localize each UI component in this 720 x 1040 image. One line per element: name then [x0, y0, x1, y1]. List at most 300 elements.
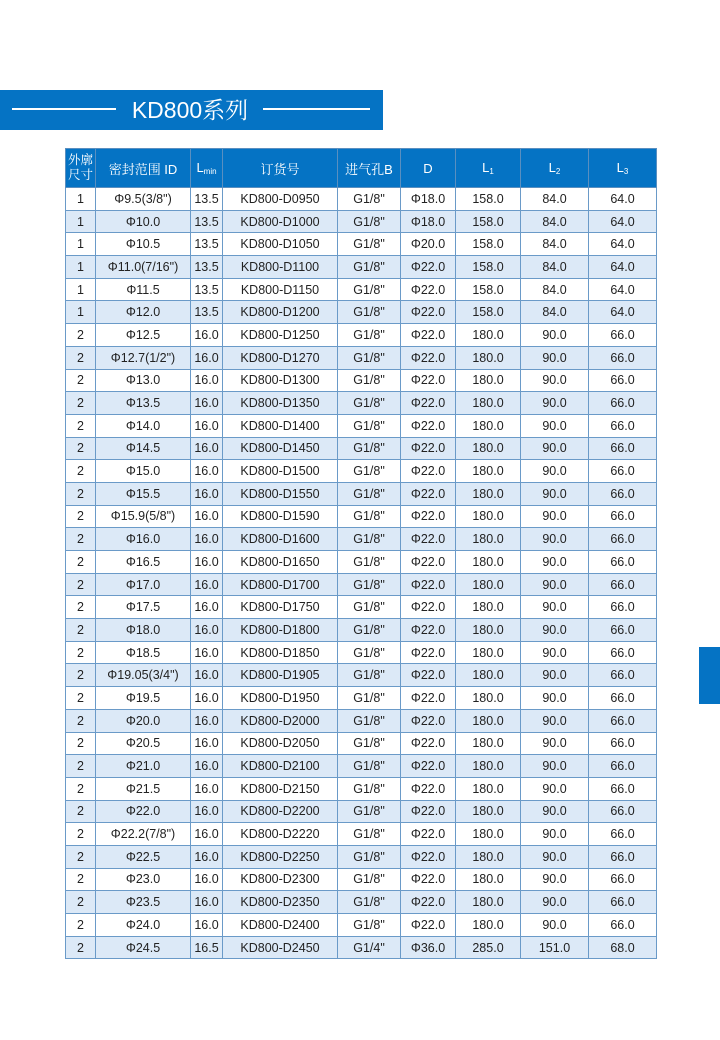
cell-seal-id: Φ13.5: [96, 392, 191, 415]
table-row: [66, 573, 657, 596]
cell-l1: 180.0: [456, 891, 521, 914]
cell-l3: 66.0: [589, 619, 657, 642]
cell-size: 2: [66, 755, 96, 778]
cell-l1: 158.0: [456, 188, 521, 211]
cell-order-no: KD800-D2400: [223, 914, 338, 937]
cell-seal-id: Φ21.0: [96, 755, 191, 778]
col-header-lmin-sub: min: [203, 167, 217, 176]
cell-order-no: KD800-D1150: [223, 278, 338, 301]
cell-seal-id: Φ18.0: [96, 619, 191, 642]
cell-l1: 180.0: [456, 823, 521, 846]
table-row: [66, 823, 657, 846]
cell-inlet: G1/8": [338, 573, 401, 596]
cell-inlet: G1/8": [338, 823, 401, 846]
table-row: [66, 505, 657, 528]
cell-l3: 66.0: [589, 664, 657, 687]
cell-l2: 90.0: [521, 482, 589, 505]
cell-inlet: G1/8": [338, 301, 401, 324]
col-header-order-no: 订货号: [223, 149, 338, 188]
col-header-lmin-main: L: [196, 160, 204, 175]
cell-order-no: KD800-D1270: [223, 346, 338, 369]
cell-l3: 66.0: [589, 414, 657, 437]
cell-d: Φ22.0: [401, 256, 456, 279]
cell-order-no: KD800-D1100: [223, 256, 338, 279]
cell-size: 2: [66, 845, 96, 868]
cell-l3: 66.0: [589, 505, 657, 528]
cell-l3: 66.0: [589, 687, 657, 710]
cell-l3: 64.0: [589, 210, 657, 233]
cell-l1: 180.0: [456, 437, 521, 460]
cell-size: 2: [66, 619, 96, 642]
cell-l3: 66.0: [589, 460, 657, 483]
cell-d: Φ22.0: [401, 301, 456, 324]
cell-l1: 180.0: [456, 687, 521, 710]
cell-l2: 90.0: [521, 800, 589, 823]
cell-inlet: G1/8": [338, 664, 401, 687]
cell-inlet: G1/8": [338, 800, 401, 823]
cell-lmin: 16.0: [191, 505, 223, 528]
cell-inlet: G1/8": [338, 777, 401, 800]
cell-l2: 90.0: [521, 414, 589, 437]
cell-inlet: G1/8": [338, 891, 401, 914]
table-row: [66, 233, 657, 256]
cell-lmin: 16.0: [191, 732, 223, 755]
cell-lmin: 16.0: [191, 346, 223, 369]
cell-d: Φ22.0: [401, 414, 456, 437]
cell-l2: 90.0: [521, 324, 589, 347]
cell-order-no: KD800-D1350: [223, 392, 338, 415]
table-row: [66, 392, 657, 415]
cell-order-no: KD800-D0950: [223, 188, 338, 211]
cell-order-no: KD800-D1300: [223, 369, 338, 392]
cell-l3: 66.0: [589, 755, 657, 778]
cell-size: 1: [66, 301, 96, 324]
cell-seal-id: Φ24.5: [96, 936, 191, 959]
cell-inlet: G1/8": [338, 392, 401, 415]
cell-lmin: 16.0: [191, 551, 223, 574]
cell-order-no: KD800-D1400: [223, 414, 338, 437]
cell-l2: 90.0: [521, 369, 589, 392]
cell-d: Φ22.0: [401, 528, 456, 551]
table-row: [66, 414, 657, 437]
cell-l3: 66.0: [589, 551, 657, 574]
cell-order-no: KD800-D1600: [223, 528, 338, 551]
cell-l1: 180.0: [456, 914, 521, 937]
cell-l3: 66.0: [589, 392, 657, 415]
cell-l2: 90.0: [521, 392, 589, 415]
cell-seal-id: Φ17.0: [96, 573, 191, 596]
col-header-l2: [521, 149, 589, 188]
cell-inlet: G1/8": [338, 551, 401, 574]
cell-inlet: G1/8": [338, 460, 401, 483]
cell-l1: 180.0: [456, 664, 521, 687]
cell-seal-id: Φ22.5: [96, 845, 191, 868]
cell-inlet: G1/8": [338, 596, 401, 619]
cell-d: Φ36.0: [401, 936, 456, 959]
cell-lmin: 13.5: [191, 301, 223, 324]
cell-l3: 66.0: [589, 868, 657, 891]
side-tab-marker: [699, 647, 720, 704]
cell-lmin: 16.0: [191, 641, 223, 664]
cell-seal-id: Φ24.0: [96, 914, 191, 937]
cell-l1: 180.0: [456, 709, 521, 732]
cell-l3: 66.0: [589, 573, 657, 596]
cell-d: Φ22.0: [401, 278, 456, 301]
cell-order-no: KD800-D1850: [223, 641, 338, 664]
cell-l3: 66.0: [589, 777, 657, 800]
cell-d: Φ22.0: [401, 505, 456, 528]
cell-inlet: G1/8": [338, 324, 401, 347]
col-header-l2-sub: 2: [555, 167, 561, 176]
cell-order-no: KD800-D2100: [223, 755, 338, 778]
cell-l3: 64.0: [589, 301, 657, 324]
col-header-inlet: 进气孔B: [338, 149, 401, 188]
cell-size: 2: [66, 823, 96, 846]
table-row: [66, 800, 657, 823]
cell-l1: 180.0: [456, 551, 521, 574]
cell-order-no: KD800-D2220: [223, 823, 338, 846]
col-header-size: [66, 149, 96, 188]
cell-order-no: KD800-D2050: [223, 732, 338, 755]
cell-d: Φ22.0: [401, 619, 456, 642]
cell-lmin: 13.5: [191, 256, 223, 279]
cell-d: Φ22.0: [401, 914, 456, 937]
cell-d: Φ22.0: [401, 777, 456, 800]
cell-l1: 180.0: [456, 800, 521, 823]
cell-l3: 68.0: [589, 936, 657, 959]
cell-d: Φ22.0: [401, 709, 456, 732]
cell-inlet: G1/8": [338, 619, 401, 642]
cell-l2: 90.0: [521, 845, 589, 868]
cell-lmin: 16.0: [191, 891, 223, 914]
cell-d: Φ22.0: [401, 687, 456, 710]
cell-size: 2: [66, 346, 96, 369]
cell-size: 1: [66, 210, 96, 233]
table-row: [66, 687, 657, 710]
spec-table: [65, 148, 657, 959]
cell-lmin: 13.5: [191, 278, 223, 301]
cell-seal-id: Φ20.0: [96, 709, 191, 732]
table-row: [66, 641, 657, 664]
table-row: [66, 619, 657, 642]
col-header-l1-sub: 1: [489, 167, 494, 176]
cell-d: Φ22.0: [401, 437, 456, 460]
cell-l1: 180.0: [456, 392, 521, 415]
cell-l3: 66.0: [589, 641, 657, 664]
cell-lmin: 16.0: [191, 868, 223, 891]
cell-d: Φ22.0: [401, 845, 456, 868]
cell-l2: 90.0: [521, 573, 589, 596]
cell-l2: 90.0: [521, 732, 589, 755]
cell-size: 2: [66, 392, 96, 415]
cell-l2: 90.0: [521, 437, 589, 460]
cell-lmin: 16.0: [191, 845, 223, 868]
col-header-l3-sub: 3: [623, 167, 629, 176]
table-row: [66, 777, 657, 800]
cell-size: 2: [66, 437, 96, 460]
cell-inlet: G1/8": [338, 641, 401, 664]
cell-d: Φ22.0: [401, 392, 456, 415]
cell-l3: 66.0: [589, 709, 657, 732]
cell-seal-id: Φ12.0: [96, 301, 191, 324]
cell-l3: 64.0: [589, 278, 657, 301]
cell-l2: 90.0: [521, 505, 589, 528]
cell-l2: 84.0: [521, 210, 589, 233]
table-row: [66, 936, 657, 959]
cell-l2: 90.0: [521, 823, 589, 846]
cell-d: Φ18.0: [401, 188, 456, 211]
cell-seal-id: Φ13.0: [96, 369, 191, 392]
cell-l1: 180.0: [456, 528, 521, 551]
cell-size: 2: [66, 868, 96, 891]
cell-lmin: 16.0: [191, 414, 223, 437]
table-row: [66, 301, 657, 324]
cell-lmin: 16.0: [191, 437, 223, 460]
cell-seal-id: Φ19.5: [96, 687, 191, 710]
col-header-size-line2: 尺寸: [67, 168, 93, 182]
table-row: [66, 460, 657, 483]
cell-order-no: KD800-D1905: [223, 664, 338, 687]
cell-l3: 64.0: [589, 188, 657, 211]
cell-lmin: 16.0: [191, 392, 223, 415]
cell-lmin: 16.0: [191, 619, 223, 642]
cell-l2: 84.0: [521, 278, 589, 301]
cell-inlet: G1/8": [338, 868, 401, 891]
cell-l2: 84.0: [521, 188, 589, 211]
cell-d: Φ18.0: [401, 210, 456, 233]
cell-l3: 66.0: [589, 346, 657, 369]
cell-l1: 180.0: [456, 414, 521, 437]
cell-l3: 66.0: [589, 914, 657, 937]
cell-inlet: G1/8": [338, 369, 401, 392]
cell-l3: 66.0: [589, 528, 657, 551]
cell-size: 2: [66, 505, 96, 528]
cell-inlet: G1/8": [338, 233, 401, 256]
cell-inlet: G1/8": [338, 437, 401, 460]
cell-d: Φ22.0: [401, 324, 456, 347]
cell-d: Φ20.0: [401, 233, 456, 256]
cell-order-no: KD800-D1800: [223, 619, 338, 642]
cell-lmin: 16.0: [191, 482, 223, 505]
cell-inlet: G1/8": [338, 505, 401, 528]
cell-seal-id: Φ12.7(1/2"): [96, 346, 191, 369]
cell-l2: 84.0: [521, 256, 589, 279]
cell-d: Φ22.0: [401, 800, 456, 823]
table-row: [66, 551, 657, 574]
title-decor-line-left: [12, 108, 116, 110]
cell-l3: 66.0: [589, 482, 657, 505]
cell-l1: 180.0: [456, 460, 521, 483]
col-header-l1: [456, 149, 521, 188]
cell-l2: 90.0: [521, 709, 589, 732]
cell-d: Φ22.0: [401, 369, 456, 392]
cell-l1: 180.0: [456, 505, 521, 528]
cell-order-no: KD800-D1500: [223, 460, 338, 483]
table-row: [66, 868, 657, 891]
cell-lmin: 16.0: [191, 687, 223, 710]
cell-seal-id: Φ11.5: [96, 278, 191, 301]
cell-lmin: 16.0: [191, 664, 223, 687]
cell-lmin: 13.5: [191, 233, 223, 256]
cell-seal-id: Φ16.5: [96, 551, 191, 574]
cell-seal-id: Φ10.5: [96, 233, 191, 256]
table-row: [66, 346, 657, 369]
cell-l1: 180.0: [456, 755, 521, 778]
cell-l2: 90.0: [521, 891, 589, 914]
cell-seal-id: Φ18.5: [96, 641, 191, 664]
cell-d: Φ22.0: [401, 823, 456, 846]
cell-d: Φ22.0: [401, 460, 456, 483]
cell-lmin: 16.0: [191, 573, 223, 596]
cell-d: Φ22.0: [401, 755, 456, 778]
cell-l2: 90.0: [521, 596, 589, 619]
cell-size: 2: [66, 777, 96, 800]
cell-size: 2: [66, 414, 96, 437]
cell-size: 1: [66, 256, 96, 279]
cell-l2: 90.0: [521, 528, 589, 551]
table-row: [66, 482, 657, 505]
cell-l2: 90.0: [521, 346, 589, 369]
cell-l3: 66.0: [589, 800, 657, 823]
cell-size: 2: [66, 324, 96, 347]
cell-inlet: G1/8": [338, 210, 401, 233]
cell-order-no: KD800-D1000: [223, 210, 338, 233]
cell-order-no: KD800-D1050: [223, 233, 338, 256]
cell-d: Φ22.0: [401, 732, 456, 755]
cell-l2: 90.0: [521, 664, 589, 687]
cell-seal-id: Φ15.5: [96, 482, 191, 505]
cell-order-no: KD800-D2150: [223, 777, 338, 800]
cell-l3: 66.0: [589, 596, 657, 619]
cell-order-no: KD800-D2450: [223, 936, 338, 959]
cell-lmin: 16.0: [191, 460, 223, 483]
cell-order-no: KD800-D2000: [223, 709, 338, 732]
cell-seal-id: Φ20.5: [96, 732, 191, 755]
cell-lmin: 16.0: [191, 709, 223, 732]
cell-l3: 66.0: [589, 823, 657, 846]
cell-inlet: G1/8": [338, 687, 401, 710]
section-title-bar: [0, 90, 383, 130]
table-row: [66, 664, 657, 687]
cell-seal-id: Φ14.0: [96, 414, 191, 437]
table-row: [66, 755, 657, 778]
col-header-l3: [589, 149, 657, 188]
table-row: [66, 914, 657, 937]
cell-l3: 66.0: [589, 732, 657, 755]
cell-lmin: 16.0: [191, 823, 223, 846]
table-row: [66, 278, 657, 301]
cell-l1: 180.0: [456, 868, 521, 891]
cell-lmin: 16.0: [191, 324, 223, 347]
cell-d: Φ22.0: [401, 891, 456, 914]
cell-order-no: KD800-D1200: [223, 301, 338, 324]
cell-l2: 84.0: [521, 301, 589, 324]
cell-size: 2: [66, 664, 96, 687]
cell-order-no: KD800-D2350: [223, 891, 338, 914]
table-row: [66, 210, 657, 233]
cell-order-no: KD800-D2250: [223, 845, 338, 868]
cell-d: Φ22.0: [401, 596, 456, 619]
cell-l2: 151.0: [521, 936, 589, 959]
cell-inlet: G1/8": [338, 188, 401, 211]
cell-l3: 66.0: [589, 437, 657, 460]
cell-order-no: KD800-D1450: [223, 437, 338, 460]
cell-size: 2: [66, 369, 96, 392]
cell-size: 2: [66, 596, 96, 619]
cell-inlet: G1/8": [338, 414, 401, 437]
table-row: [66, 188, 657, 211]
cell-seal-id: Φ22.0: [96, 800, 191, 823]
col-header-l3-main: L: [616, 160, 624, 175]
cell-size: 1: [66, 188, 96, 211]
cell-order-no: KD800-D1590: [223, 505, 338, 528]
col-header-d: D: [401, 149, 456, 188]
cell-seal-id: Φ9.5(3/8"): [96, 188, 191, 211]
cell-d: Φ22.0: [401, 551, 456, 574]
cell-size: 1: [66, 233, 96, 256]
cell-order-no: KD800-D1950: [223, 687, 338, 710]
cell-l1: 180.0: [456, 369, 521, 392]
cell-d: Φ22.0: [401, 482, 456, 505]
cell-size: 1: [66, 278, 96, 301]
col-header-l2-main: L: [548, 160, 556, 175]
cell-inlet: G1/8": [338, 528, 401, 551]
cell-seal-id: Φ15.9(5/8"): [96, 505, 191, 528]
cell-l1: 158.0: [456, 256, 521, 279]
cell-lmin: 16.0: [191, 369, 223, 392]
cell-seal-id: Φ22.2(7/8"): [96, 823, 191, 846]
cell-d: Φ22.0: [401, 641, 456, 664]
cell-l2: 90.0: [521, 914, 589, 937]
cell-lmin: 16.0: [191, 914, 223, 937]
cell-d: Φ22.0: [401, 868, 456, 891]
cell-l1: 158.0: [456, 278, 521, 301]
table-row: [66, 709, 657, 732]
cell-l1: 180.0: [456, 324, 521, 347]
table-row: [66, 596, 657, 619]
cell-seal-id: Φ12.5: [96, 324, 191, 347]
col-header-size-line1: 外廓: [67, 153, 93, 167]
cell-l1: 180.0: [456, 845, 521, 868]
col-header-seal-id: 密封范围 ID: [96, 149, 191, 188]
table-row: [66, 845, 657, 868]
cell-inlet: G1/8": [338, 346, 401, 369]
cell-size: 2: [66, 891, 96, 914]
cell-seal-id: Φ14.5: [96, 437, 191, 460]
cell-order-no: KD800-D2300: [223, 868, 338, 891]
cell-lmin: 16.5: [191, 936, 223, 959]
cell-order-no: KD800-D1550: [223, 482, 338, 505]
table-row: [66, 528, 657, 551]
cell-lmin: 16.0: [191, 755, 223, 778]
cell-size: 2: [66, 641, 96, 664]
cell-l1: 158.0: [456, 210, 521, 233]
cell-lmin: 16.0: [191, 528, 223, 551]
cell-inlet: G1/8": [338, 256, 401, 279]
cell-l1: 158.0: [456, 233, 521, 256]
cell-seal-id: Φ17.5: [96, 596, 191, 619]
cell-d: Φ22.0: [401, 664, 456, 687]
cell-l1: 158.0: [456, 301, 521, 324]
cell-size: 2: [66, 800, 96, 823]
cell-l2: 90.0: [521, 460, 589, 483]
cell-inlet: G1/8": [338, 732, 401, 755]
cell-seal-id: Φ23.0: [96, 868, 191, 891]
cell-size: 2: [66, 687, 96, 710]
cell-size: 2: [66, 732, 96, 755]
cell-seal-id: Φ16.0: [96, 528, 191, 551]
cell-size: 2: [66, 914, 96, 937]
